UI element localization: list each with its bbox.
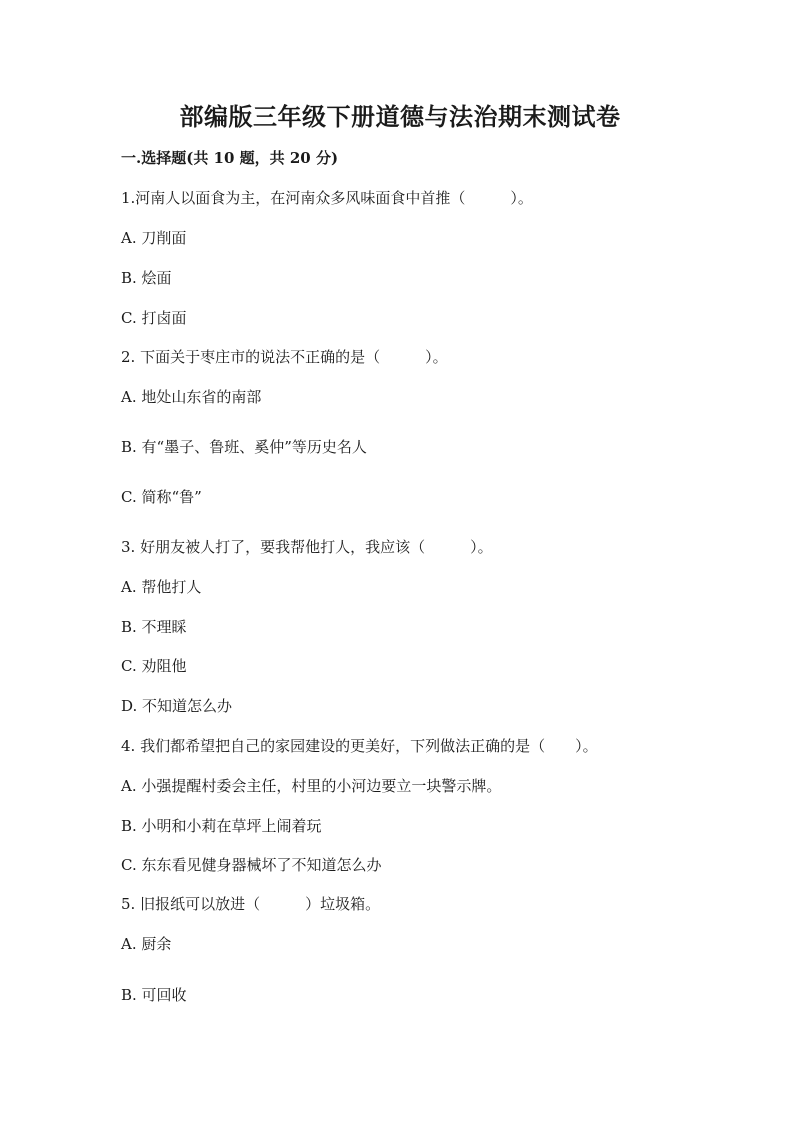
option-4c: C. 东东看见健身器械坏了不知道怎么办 [121,856,382,874]
option-4a: A. 小强提醒村委会主任，村里的小河边要立一块警示牌。 [121,777,502,795]
option-3d: D. 不知道怎么办 [121,697,233,715]
question-3: 3. 好朋友被人打了，要我帮他打人，我应该（ ）。 [121,538,493,556]
option-5b: B. 可回收 [121,986,187,1004]
section-header: 一.选择题(共 10 题，共 20 分) [121,149,339,167]
option-1c: C. 打卤面 [121,309,187,327]
option-2b: B. 有“墨子、鲁班、奚仲”等历史名人 [121,438,367,456]
option-4b: B. 小明和小莉在草坪上闹着玩 [121,817,322,835]
question-2: 2. 下面关于枣庄市的说法不正确的是（ ）。 [121,348,448,366]
question-1: 1.河南人以面食为主，在河南众多风味面食中首推（ ）。 [121,189,533,207]
option-1b: B. 烩面 [121,269,172,287]
option-2c: C. 简称“鲁” [121,488,202,506]
page-title: 部编版三年级下册道德与法治期末测试卷 [179,102,621,131]
option-2a: A. 地处山东省的南部 [121,388,262,406]
option-1a: A. 刀削面 [121,229,187,247]
question-4: 4. 我们都希望把自己的家园建设的更美好，下列做法正确的是（ ）。 [121,737,598,755]
option-3c: C. 劝阻他 [121,657,187,675]
option-3a: A. 帮他打人 [121,578,202,596]
option-3b: B. 不理睬 [121,618,187,636]
question-5: 5. 旧报纸可以放进（ ）垃圾箱。 [121,895,381,913]
option-5a: A. 厨余 [121,935,172,953]
